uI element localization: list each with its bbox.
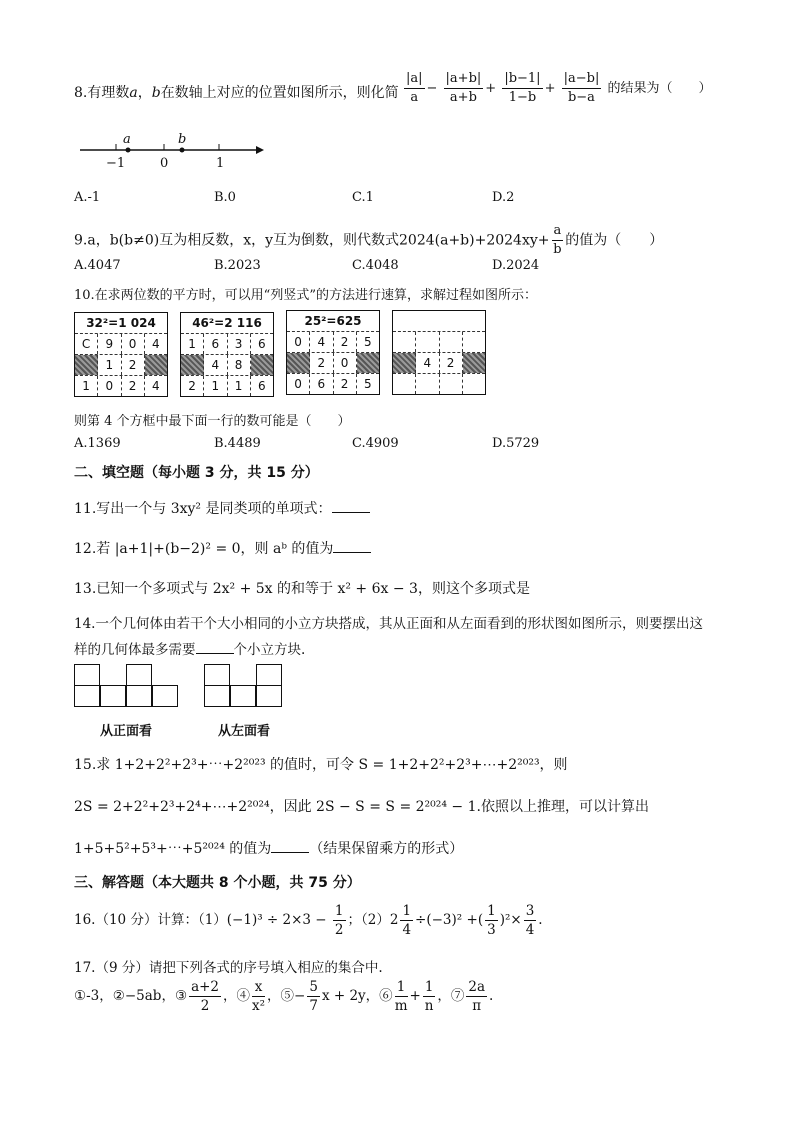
q9-option-c: C.4048 [352, 258, 399, 273]
q17-item5b: x + 2y，⑥ [321, 988, 393, 1004]
q10-option-c: C.4909 [352, 436, 399, 451]
front-view-figure [74, 664, 184, 714]
cell: 3 [228, 334, 251, 354]
cell: 2 [334, 332, 357, 352]
shaded-cell [75, 355, 98, 375]
box2-title: 46²=2 116 [181, 313, 273, 334]
cell: 6 [310, 374, 333, 394]
shaded-cell [287, 353, 310, 373]
cell: 2 [181, 376, 204, 396]
q8-stem: 8.有理数 [74, 85, 130, 101]
q14-line2 [74, 638, 305, 658]
cell: 0 [122, 334, 145, 354]
section-3-heading: 三、解答题（本大题共 8 个小题，共 75 分） [74, 875, 361, 891]
cell: 4 [152, 337, 160, 351]
q14-line1: 14.一个几何体由若干个大小相同的小立方块搭成，其从正面和从左面看到的形状图如图所示，则要摆出这 [74, 616, 703, 632]
square-box-3 [286, 310, 380, 395]
cell: 9 [98, 334, 121, 354]
q11-line [74, 498, 370, 518]
cell: 0 [98, 376, 121, 396]
cell: 4 [204, 355, 227, 375]
q12-blank[interactable] [333, 540, 371, 553]
cell: 4 [310, 332, 333, 352]
cell: 1 [204, 376, 227, 396]
cell: 5 [364, 335, 372, 349]
q8-expression: $\frac{|a|}{a}$ − $\frac{|a+b|}{a+b}$ + $\frac{|b-1|}{1-b}$ + $\frac{|a-b|}{b-a}$ 的结果为（ ） [406, 71, 712, 105]
cell: 4 [152, 379, 160, 393]
q16-line: 16.（10 分）计算：（1）(−1)³ ÷ 2×3 − $\frac{1}{2}$ ；（2）2 $\frac{1}{4}$ ÷(−3)² +( $\frac{1}{3}$ )²× $\frac{3}{4}$ . [74, 903, 543, 938]
q10-option-a: A.1369 [74, 436, 121, 451]
q15-line3 [74, 838, 463, 858]
q16-part3: ÷(−3)² + [415, 912, 478, 928]
cell: 5 [364, 377, 372, 391]
square-box-1 [74, 312, 168, 397]
q8-var-a: a [129, 85, 138, 101]
q13-line: 13.已知一个多项式与 2x² + 5x 的和等于 x² + 6x − 3，则这个多项式是 [74, 581, 530, 597]
q8-option-c: C.1 [352, 190, 374, 205]
cell: 1 [75, 376, 98, 396]
q17-end: . [489, 988, 494, 1004]
q14-blank[interactable] [196, 641, 234, 654]
cell: 6 [258, 379, 266, 393]
axis-tick-1: 1 [216, 156, 225, 171]
q8-var-b: b [151, 85, 161, 101]
cell: 0 [287, 332, 310, 352]
q11-blank[interactable] [332, 500, 370, 513]
q16-end: . [538, 912, 543, 928]
q8-option-d: D.2 [492, 190, 515, 205]
q17-item7-label: ，⑦ [437, 988, 465, 1004]
q8-option-b: B.0 [214, 190, 236, 205]
q12-line [74, 538, 371, 558]
cell: 1 [181, 334, 204, 354]
axis-tick-minus1: −1 [106, 156, 126, 171]
shaded-cell [251, 355, 273, 375]
cell: 2 [122, 355, 145, 375]
left-view-figure [204, 664, 284, 714]
q16-part2: ；（2）2 [347, 912, 399, 928]
shaded-cell [357, 353, 379, 373]
q9-number: 9. [74, 232, 88, 249]
cell: 2 [122, 376, 145, 396]
q9-stem: a，b(b≠0)互为相反数，x，y互为倒数，则代数式 [87, 232, 399, 249]
cell: C [75, 334, 98, 354]
axis-label-a: a [123, 132, 131, 147]
q8-tail: 的结果为（ ） [607, 81, 712, 96]
q9-tail: 的值为（ ） [565, 232, 664, 249]
q16-times: × [510, 912, 522, 928]
cell: 1 [228, 376, 251, 396]
q17-stem: 17.（9 分）请把下列各式的序号填入相应的集合中. [74, 960, 383, 976]
shaded-cell [463, 353, 485, 373]
cell: 4 [416, 353, 439, 373]
q8-line: 8.有理数a，b在数轴上对应的位置如图所示，则化简 [74, 85, 399, 101]
square-box-2 [180, 312, 274, 397]
section-2-heading: 二、填空题（每小题 3 分，共 15 分） [74, 465, 319, 481]
q9-option-b: B.2023 [214, 258, 261, 273]
q9-option-d: D.2024 [492, 258, 540, 273]
box1-title: 32²=1 024 [75, 313, 167, 334]
q17-item5-label: ，⑤− [267, 988, 306, 1004]
q8-option-a: A.-1 [74, 190, 101, 205]
cell: 0 [334, 353, 357, 373]
q10-question: 则第 4 个方框中最下面一行的数可能是（ ） [74, 414, 351, 429]
axis-label-b: b [178, 132, 187, 147]
q9-option-a: A.4047 [74, 258, 121, 273]
shaded-cell [145, 355, 167, 375]
q17-item4-label: ，④ [223, 988, 251, 1004]
q15-line3a: 1+5+5²+5³+⋯+5²⁰²⁴ 的值为 [74, 841, 272, 857]
q8-stem2: 在数轴上对应的位置如图所示，则化简 [160, 85, 399, 101]
cell: 1 [98, 355, 121, 375]
q9-line: 9.a，b(b≠0)互为相反数，x，y互为倒数，则代数式2024(a+b)+2024xy+ $\frac{a}{b}$ 的值为（ ） [74, 223, 664, 257]
cell: 0 [287, 374, 310, 394]
box4-title [393, 311, 485, 332]
left-view-caption: 从左面看 [218, 724, 271, 739]
cell: 2 [334, 374, 357, 394]
front-view-caption: 从正面看 [100, 724, 153, 739]
number-line-figure [74, 128, 274, 178]
shaded-cell [393, 353, 416, 373]
cell: 8 [228, 355, 251, 375]
cell: 6 [258, 337, 266, 351]
q16-part1: 16.（10 分）计算：（1）(−1)³ ÷ 2×3 − [74, 912, 327, 928]
q15-line1: 15.求 1+2+2²+2³+⋯+2²⁰²³ 的值时，可令 S = 1+2+2²+2³+⋯+2²⁰²³，则 [74, 757, 568, 773]
cell: 2 [440, 353, 463, 373]
q15-blank[interactable] [271, 840, 309, 853]
q10-stem: 10.在求两位数的平方时，可以用“列竖式”的方法进行速算，求解过程如图所示： [74, 288, 537, 303]
q14-line2b: 个小立方块. [233, 642, 306, 658]
cell: 6 [204, 334, 227, 354]
q11-text: 11.写出一个与 3xy² 是同类项的单项式： [74, 501, 332, 517]
box3-title: 25²=625 [287, 311, 379, 332]
q12-text: 12.若 |a+1|+(b−2)² = 0，则 aᵇ 的值为 [74, 541, 334, 557]
q14-line2a: 样的几何体最多需要 [74, 642, 196, 658]
q15-line3b: （结果保留乘方的形式） [309, 841, 464, 857]
q17-items: ①-3，②−5ab，③ $\frac{a+2}{2}$ ，④ $\frac{x}{\text{x²}}$ ，⑤− $\frac{5}{7}$ x + 2y，⑥ $\frac{1}{m}$ + $\frac{1}{n}$ ，⑦ $\frac{2a}{\pi}$ . [74, 979, 494, 1014]
q9-expression: 2024(a+b)+2024xy+ [399, 232, 550, 249]
q15-line2: 2S = 2+2²+2³+2⁴+⋯+2²⁰²⁴，因此 2S − S = S = 2²⁰²⁴ − 1.依照以上推理，可以计算出 [74, 799, 649, 815]
cell: 2 [310, 353, 333, 373]
square-box-4 [392, 310, 486, 395]
q10-option-b: B.4489 [214, 436, 261, 451]
q17-items-1: ①-3，②−5ab，③ [74, 988, 188, 1004]
q10-option-d: D.5729 [492, 436, 540, 451]
axis-tick-0: 0 [160, 156, 169, 171]
q17-plus: + [409, 988, 421, 1004]
shaded-cell [181, 355, 204, 375]
